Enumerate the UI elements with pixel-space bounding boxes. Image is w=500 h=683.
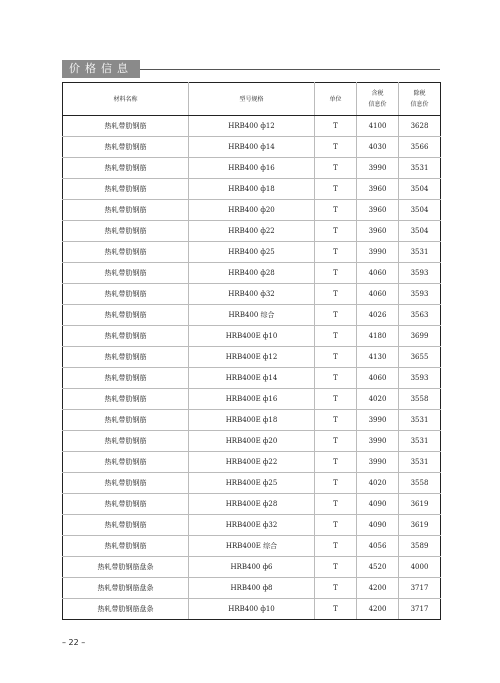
cell-price-tax: 4060 xyxy=(357,368,399,389)
table-row xyxy=(63,389,441,410)
cell-name: 热轧带肋钢筋 xyxy=(63,242,189,263)
col-header-spec: 型号规格 xyxy=(189,83,315,116)
cell-price-tax: 3990 xyxy=(357,410,399,431)
cell-price-tax: 4060 xyxy=(357,284,399,305)
cell-price-notax: 3504 xyxy=(399,221,441,242)
cell-price-notax: 3628 xyxy=(399,116,441,137)
cell-spec: HRB400 综合 xyxy=(189,305,315,326)
cell-name: 热轧带肋钢筋 xyxy=(63,326,189,347)
cell-name: 热轧带肋钢筋盘条 xyxy=(63,578,189,599)
cell-unit: T xyxy=(315,389,357,410)
col-header-price-notax: 除税 信息价 xyxy=(399,83,441,116)
cell-name: 热轧带肋钢筋 xyxy=(63,452,189,473)
cell-spec: HRB400E ф18 xyxy=(189,410,315,431)
cell-unit: T xyxy=(315,116,357,137)
col-header-unit: 单位 xyxy=(315,83,357,116)
cell-price-tax: 4060 xyxy=(357,263,399,284)
cell-spec: HRB400E 综合 xyxy=(189,536,315,557)
cell-unit: T xyxy=(315,263,357,284)
cell-name: 热轧带肋钢筋 xyxy=(63,410,189,431)
cell-spec: HRB400E ф25 xyxy=(189,473,315,494)
table-row xyxy=(63,116,441,137)
table-row xyxy=(63,431,441,452)
cell-unit: T xyxy=(315,305,357,326)
cell-price-notax: 3593 xyxy=(399,284,441,305)
cell-unit: T xyxy=(315,158,357,179)
cell-price-tax: 4056 xyxy=(357,536,399,557)
cell-spec: HRB400 ф25 xyxy=(189,242,315,263)
table-row xyxy=(63,599,441,620)
cell-unit: T xyxy=(315,494,357,515)
cell-price-notax: 3589 xyxy=(399,536,441,557)
cell-price-notax: 3593 xyxy=(399,368,441,389)
cell-price-tax: 3990 xyxy=(357,242,399,263)
cell-price-tax: 4090 xyxy=(357,515,399,536)
cell-spec: HRB400E ф22 xyxy=(189,452,315,473)
cell-unit: T xyxy=(315,515,357,536)
cell-price-tax: 4180 xyxy=(357,326,399,347)
cell-price-notax: 3531 xyxy=(399,158,441,179)
cell-unit: T xyxy=(315,347,357,368)
table-row xyxy=(63,410,441,431)
table-row xyxy=(63,473,441,494)
cell-name: 热轧带肋钢筋盘条 xyxy=(63,599,189,620)
cell-price-tax: 4130 xyxy=(357,347,399,368)
cell-price-tax: 4020 xyxy=(357,389,399,410)
table-row xyxy=(63,326,441,347)
cell-price-tax: 4100 xyxy=(357,116,399,137)
cell-unit: T xyxy=(315,431,357,452)
cell-spec: HRB400 ф8 xyxy=(189,578,315,599)
cell-price-notax: 3558 xyxy=(399,389,441,410)
cell-name: 热轧带肋钢筋 xyxy=(63,494,189,515)
cell-name: 热轧带肋钢筋 xyxy=(63,158,189,179)
table-row xyxy=(63,242,441,263)
table-row xyxy=(63,221,441,242)
cell-spec: HRB400 ф18 xyxy=(189,179,315,200)
cell-spec: HRB400E ф20 xyxy=(189,431,315,452)
cell-spec: HRB400 ф14 xyxy=(189,137,315,158)
cell-spec: HRB400 ф32 xyxy=(189,284,315,305)
cell-name: 热轧带肋钢筋 xyxy=(63,137,189,158)
cell-price-tax: 4020 xyxy=(357,473,399,494)
table-header-row xyxy=(63,83,441,116)
cell-price-notax: 3531 xyxy=(399,410,441,431)
cell-spec: HRB400 ф22 xyxy=(189,221,315,242)
cell-unit: T xyxy=(315,578,357,599)
cell-price-tax: 3960 xyxy=(357,179,399,200)
table-row xyxy=(63,158,441,179)
cell-unit: T xyxy=(315,599,357,620)
cell-name: 热轧带肋钢筋 xyxy=(63,200,189,221)
table-row xyxy=(63,452,441,473)
cell-spec: HRB400 ф28 xyxy=(189,263,315,284)
table-row xyxy=(63,179,441,200)
cell-spec: HRB400 ф6 xyxy=(189,557,315,578)
table-row xyxy=(63,515,441,536)
cell-unit: T xyxy=(315,242,357,263)
cell-unit: T xyxy=(315,200,357,221)
cell-name: 热轧带肋钢筋 xyxy=(63,263,189,284)
cell-price-tax: 4030 xyxy=(357,137,399,158)
cell-name: 热轧带肋钢筋 xyxy=(63,515,189,536)
header-divider xyxy=(140,69,440,70)
col-header-name: 材料名称 xyxy=(63,83,189,116)
cell-price-notax: 3593 xyxy=(399,263,441,284)
table-row xyxy=(63,494,441,515)
cell-spec: HRB400 ф16 xyxy=(189,158,315,179)
cell-name: 热轧带肋钢筋 xyxy=(63,389,189,410)
table-row xyxy=(63,347,441,368)
table-row xyxy=(63,263,441,284)
table-row xyxy=(63,578,441,599)
cell-spec: HRB400E ф14 xyxy=(189,368,315,389)
cell-price-notax: 3558 xyxy=(399,473,441,494)
cell-name: 热轧带肋钢筋 xyxy=(63,221,189,242)
cell-price-notax: 3717 xyxy=(399,599,441,620)
cell-spec: HRB400 ф20 xyxy=(189,200,315,221)
cell-price-notax: 3717 xyxy=(399,578,441,599)
cell-name: 热轧带肋钢筋 xyxy=(63,305,189,326)
cell-unit: T xyxy=(315,368,357,389)
cell-price-notax: 3504 xyxy=(399,179,441,200)
cell-price-notax: 3504 xyxy=(399,200,441,221)
cell-unit: T xyxy=(315,557,357,578)
cell-spec: HRB400E ф10 xyxy=(189,326,315,347)
page-number: – 22 – xyxy=(62,638,86,647)
cell-name: 热轧带肋钢筋盘条 xyxy=(63,557,189,578)
cell-name: 热轧带肋钢筋 xyxy=(63,179,189,200)
cell-name: 热轧带肋钢筋 xyxy=(63,368,189,389)
cell-price-notax: 3531 xyxy=(399,431,441,452)
cell-unit: T xyxy=(315,536,357,557)
cell-price-tax: 3990 xyxy=(357,158,399,179)
cell-unit: T xyxy=(315,326,357,347)
cell-name: 热轧带肋钢筋 xyxy=(63,536,189,557)
cell-name: 热轧带肋钢筋 xyxy=(63,431,189,452)
cell-unit: T xyxy=(315,137,357,158)
cell-price-tax: 3990 xyxy=(357,452,399,473)
cell-name: 热轧带肋钢筋 xyxy=(63,347,189,368)
table-row xyxy=(63,137,441,158)
cell-price-notax: 3619 xyxy=(399,494,441,515)
cell-unit: T xyxy=(315,179,357,200)
cell-spec: HRB400E ф12 xyxy=(189,347,315,368)
cell-spec: HRB400 ф10 xyxy=(189,599,315,620)
table-row xyxy=(63,284,441,305)
table-row xyxy=(63,305,441,326)
cell-price-notax: 3531 xyxy=(399,452,441,473)
price-table xyxy=(62,82,441,620)
cell-price-notax: 3531 xyxy=(399,242,441,263)
table-row xyxy=(63,200,441,221)
cell-spec: HRB400E ф16 xyxy=(189,389,315,410)
cell-unit: T xyxy=(315,410,357,431)
cell-name: 热轧带肋钢筋 xyxy=(63,116,189,137)
cell-name: 热轧带肋钢筋 xyxy=(63,473,189,494)
cell-spec: HRB400 ф12 xyxy=(189,116,315,137)
cell-unit: T xyxy=(315,473,357,494)
cell-spec: HRB400E ф32 xyxy=(189,515,315,536)
cell-price-notax: 4000 xyxy=(399,557,441,578)
cell-unit: T xyxy=(315,221,357,242)
cell-price-tax: 3990 xyxy=(357,431,399,452)
cell-price-tax: 3960 xyxy=(357,221,399,242)
table-row xyxy=(63,536,441,557)
cell-price-tax: 4520 xyxy=(357,557,399,578)
section-title: 价格信息 xyxy=(62,60,140,78)
cell-price-tax: 4090 xyxy=(357,494,399,515)
section-header xyxy=(62,60,440,78)
cell-price-notax: 3566 xyxy=(399,137,441,158)
cell-price-tax: 4200 xyxy=(357,599,399,620)
cell-price-tax: 4200 xyxy=(357,578,399,599)
table-row xyxy=(63,368,441,389)
table-row xyxy=(63,557,441,578)
cell-price-notax: 3563 xyxy=(399,305,441,326)
cell-price-notax: 3619 xyxy=(399,515,441,536)
cell-unit: T xyxy=(315,284,357,305)
cell-unit: T xyxy=(315,452,357,473)
col-header-price-tax: 含税 信息价 xyxy=(357,83,399,116)
cell-price-tax: 3960 xyxy=(357,200,399,221)
cell-price-notax: 3699 xyxy=(399,326,441,347)
cell-price-tax: 4026 xyxy=(357,305,399,326)
cell-name: 热轧带肋钢筋 xyxy=(63,284,189,305)
cell-spec: HRB400E ф28 xyxy=(189,494,315,515)
cell-price-notax: 3655 xyxy=(399,347,441,368)
